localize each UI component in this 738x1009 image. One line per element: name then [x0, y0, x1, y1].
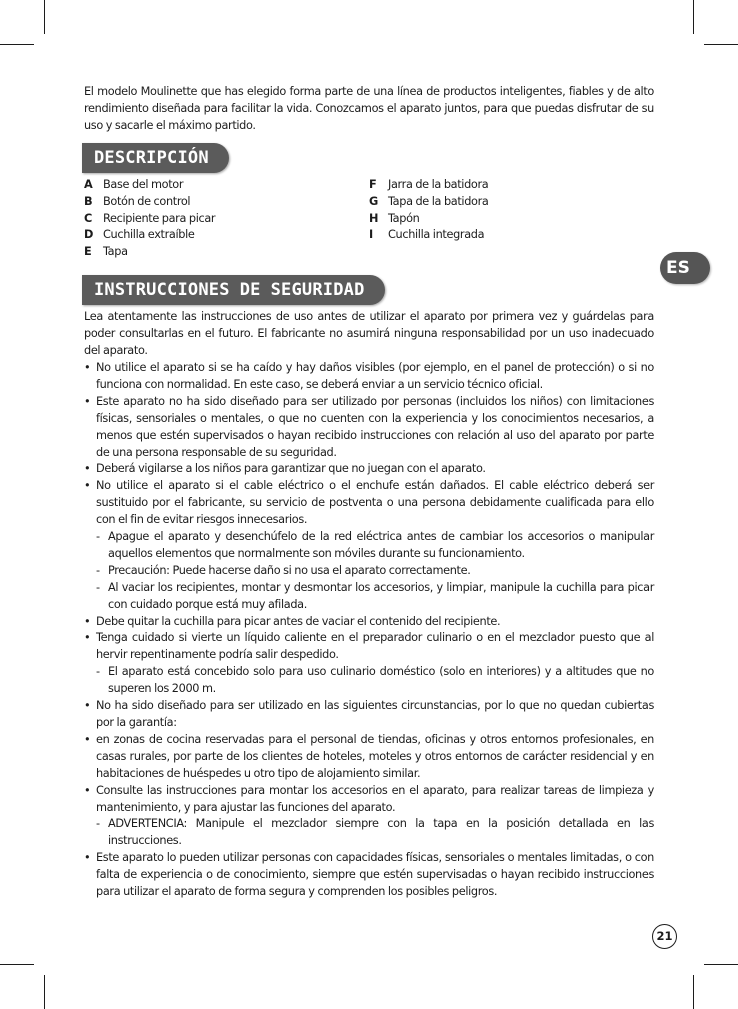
- crop-mark: [704, 964, 738, 965]
- list-item: • No ha sido diseñado para ser utilizado en las siguientes circunstancias, por lo que no quedan cubiertas por la garantía:: [84, 698, 654, 732]
- part-item: G Tapa de la batidora: [369, 194, 489, 208]
- crop-mark: [0, 44, 34, 45]
- sub-list-item: - El aparato está concebido solo para uso culinario doméstico (solo en interiores) y a altitudes que no superen los 2000 m.: [84, 664, 654, 698]
- sub-list-item: - ADVERTENCIA: Manipule el mezclador siempre con la tapa en la posición detallada en las instrucciones.: [84, 816, 654, 850]
- crop-mark: [44, 975, 45, 1009]
- list-item: • Este aparato lo pueden utilizar personas con capacidades físicas, sensoriales o mentales limitadas, o con falta de experiencia o de conocimiento, siempre que estén supervisadas o hayan recibido instrucciones para utilizar el aparato de forma segura y comprenden los posibles peligros.: [84, 850, 654, 901]
- intro-paragraph: El modelo Moulinette que has elegido forma parte de una línea de productos inteligentes, fiables y de alto rendimiento diseñada para facilitar la vida. Conozcamos el aparato juntos, para que puedas disfrutar de su uso y sacarle el máximo partido.: [84, 85, 654, 132]
- safety-list: [84, 360, 654, 901]
- part-item: C Recipiente para picar: [84, 211, 216, 225]
- list-item: • Este aparato no ha sido diseñado para ser utilizado por personas (incluidos los niños) con limitaciones físicas, sensoriales o mentales, o que no cuenten con la experiencia y los conocimientos necesarios, a menos que estén supervisados o hayan recibido instrucciones con relación al uso del aparato por parte de una persona responsable de su seguridad.: [84, 394, 654, 462]
- part-item: H Tapón: [369, 211, 420, 225]
- page-content: [84, 84, 654, 901]
- sub-list-item: - Precaución: Puede hacerse daño si no usa el aparato correctamente.: [84, 563, 654, 580]
- part-item: B Botón de control: [84, 194, 191, 208]
- part-item: I Cuchilla integrada: [369, 228, 485, 242]
- part-item: F Jarra de la batidora: [369, 177, 489, 191]
- part-item: A Base del motor: [84, 177, 184, 191]
- list-item: • Tenga cuidado si vierte un líquido caliente en el preparador culinario o en el mezclador puesto que al hervir repentinamente podría salir despedido. - El aparato está concebido solo para uso culinario doméstico (solo en interiores) y a altitudes que no superen los 2000 m.: [84, 630, 654, 698]
- parts-column-left: [84, 177, 369, 262]
- crop-mark: [693, 975, 694, 1009]
- language-badge: ES: [660, 252, 710, 284]
- crop-mark: [693, 0, 694, 34]
- part-item: D Cuchilla extraíble: [84, 228, 195, 242]
- list-item: • No utilice el aparato si se ha caído y hay daños visibles (por ejemplo, en el panel de protección) o si no funciona con normalidad. En este caso, se deberá enviar a un servicio técnico oficial.: [84, 360, 654, 394]
- safety-heading: INSTRUCCIONES DE SEGURIDAD: [82, 275, 385, 305]
- page-number: 21: [652, 924, 677, 949]
- crop-mark: [44, 0, 45, 34]
- safety-intro: Lea atentamente las instrucciones de uso antes de utilizar el aparato por primera vez y guárdelas para poder consultarlas en el futuro. El fabricante no asumirá ninguna responsabilidad por un uso inadecuado del aparato.: [84, 310, 654, 358]
- list-item: • Consulte las instrucciones para montar los accesorios en el aparato, para realizar tareas de limpieza y mantenimiento, y para ajustar las funciones del aparato. - ADVERTENCIA: Manipule el mezclador siempre con la tapa en la posición detallada en las instrucciones.: [84, 783, 654, 851]
- list-item: • Deberá vigilarse a los niños para garantizar que no juegan con el aparato.: [84, 461, 654, 478]
- part-item: E Tapa: [84, 245, 128, 259]
- parts-column-right: [369, 177, 654, 262]
- list-item: • Debe quitar la cuchilla para picar antes de vaciar el contenido del recipiente.: [84, 614, 654, 631]
- list-item: • en zonas de cocina reservadas para el personal de tiendas, oficinas y otros entornos profesionales, en casas rurales, por parte de los clientes de hoteles, moteles y otros entornos de carácter residencial y en habitaciones de huéspedes u otro tipo de alojamiento similar.: [84, 732, 654, 783]
- sub-list-item: - Al vaciar los recipientes, montar y desmontar los accesorios, y limpiar, manipule la cuchilla para picar con cuidado porque está muy afilada.: [84, 580, 654, 614]
- sub-list-item: - Apague el aparato y desenchúfelo de la red eléctrica antes de cambiar los accesorios o manipular aquellos elementos que normalmente son móviles durante su funcionamiento.: [84, 529, 654, 563]
- description-heading: DESCRIPCIÓN: [82, 143, 229, 173]
- crop-mark: [0, 964, 34, 965]
- list-item: • No utilice el aparato si el cable eléctrico o el enchufe están dañados. El cable eléctrico deberá ser sustituido por el fabricante, su servicio de postventa o una persona debidamente cualificada para ello con el fin de evitar riesgos innecesarios. - Apague el aparato y desenchúfelo de la red eléctrica antes de cambiar los accesorios o manipular aquellos elementos que normalmente son móviles durante su funcionamiento. - Precaución: Puede hacerse daño si no usa el aparato correctamente. - Al vaciar los recipientes, montar y desmontar los accesorios, y limpiar, manipule la cuchilla para picar con cuidado porque está muy afilada.: [84, 478, 654, 613]
- parts-list: [84, 177, 654, 262]
- crop-mark: [704, 44, 738, 45]
